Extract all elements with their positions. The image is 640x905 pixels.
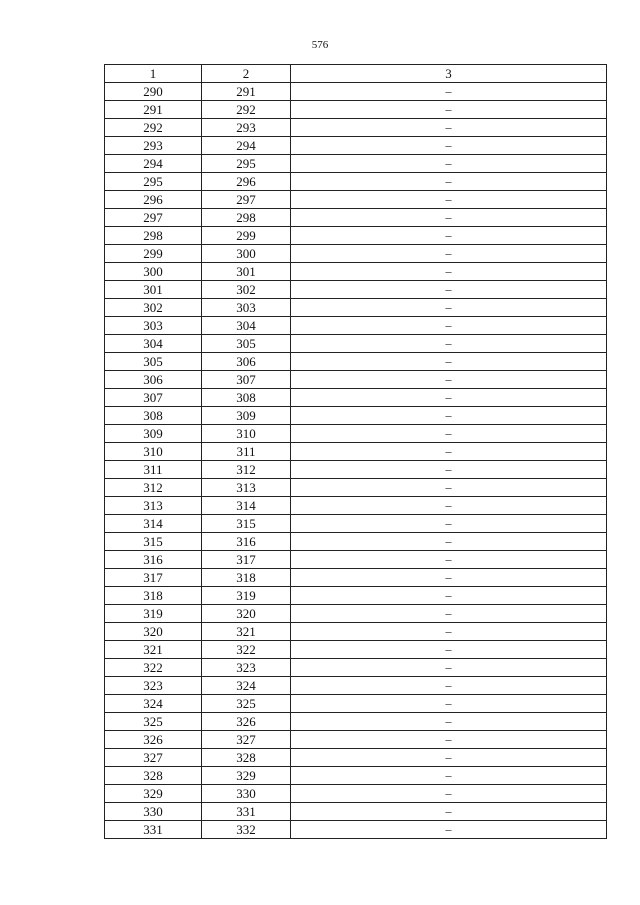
table-cell-col2: 316 — [202, 533, 291, 551]
table-cell-col3: – — [291, 695, 607, 713]
table-cell-col3: – — [291, 173, 607, 191]
table-cell-col1: 304 — [105, 335, 202, 353]
table-row — [105, 83, 607, 101]
data-table — [104, 64, 607, 839]
table-cell-col1: 303 — [105, 317, 202, 335]
table-cell-col2: 321 — [202, 623, 291, 641]
table-cell-col2: 320 — [202, 605, 291, 623]
table-row — [105, 533, 607, 551]
table-row — [105, 623, 607, 641]
table-cell-col3: – — [291, 677, 607, 695]
table-row — [105, 389, 607, 407]
table-cell-col3: – — [291, 371, 607, 389]
table-cell-col2: 319 — [202, 587, 291, 605]
table-cell-col3: – — [291, 299, 607, 317]
table-row — [105, 191, 607, 209]
table-cell-col1: 329 — [105, 785, 202, 803]
table-cell-col3: – — [291, 101, 607, 119]
table-cell-col2: 323 — [202, 659, 291, 677]
table-row — [105, 263, 607, 281]
table-cell-col2: 324 — [202, 677, 291, 695]
table-row — [105, 335, 607, 353]
table-cell-col2: 294 — [202, 137, 291, 155]
table-cell-col3: – — [291, 587, 607, 605]
table-cell-col2: 325 — [202, 695, 291, 713]
table-cell-col3: – — [291, 119, 607, 137]
table-cell-col2: 313 — [202, 479, 291, 497]
table-row — [105, 101, 607, 119]
table-cell-col3: – — [291, 443, 607, 461]
table-row — [105, 605, 607, 623]
table-cell-col1: 326 — [105, 731, 202, 749]
table-cell-col3: – — [291, 83, 607, 101]
table-cell-col2: 330 — [202, 785, 291, 803]
table-cell-col3: – — [291, 137, 607, 155]
table-cell-col2: 332 — [202, 821, 291, 839]
table-cell-col2: 301 — [202, 263, 291, 281]
table-cell-col1: 306 — [105, 371, 202, 389]
table-cell-col1: 299 — [105, 245, 202, 263]
table-cell-col1: 325 — [105, 713, 202, 731]
table-cell-col3: – — [291, 335, 607, 353]
table-cell-col2: 326 — [202, 713, 291, 731]
table-cell-col3: – — [291, 263, 607, 281]
table-cell-col3: – — [291, 785, 607, 803]
table-cell-col2: 317 — [202, 551, 291, 569]
table-cell-col3: – — [291, 713, 607, 731]
table-cell-col2: 304 — [202, 317, 291, 335]
table-cell-col3: – — [291, 749, 607, 767]
table-row — [105, 407, 607, 425]
table-cell-col3: – — [291, 641, 607, 659]
column-header-2: 2 — [202, 65, 291, 83]
table-cell-col3: – — [291, 605, 607, 623]
table-cell-col1: 331 — [105, 821, 202, 839]
table-cell-col3: – — [291, 515, 607, 533]
table-row — [105, 137, 607, 155]
table-cell-col2: 293 — [202, 119, 291, 137]
table-cell-col1: 310 — [105, 443, 202, 461]
table-row — [105, 317, 607, 335]
table-cell-col3: – — [291, 425, 607, 443]
table-cell-col3: – — [291, 317, 607, 335]
table-cell-col3: – — [291, 479, 607, 497]
table-cell-col3: – — [291, 569, 607, 587]
table-cell-col1: 328 — [105, 767, 202, 785]
table-cell-col3: – — [291, 461, 607, 479]
table-row — [105, 713, 607, 731]
table-cell-col2: 331 — [202, 803, 291, 821]
table-cell-col3: – — [291, 623, 607, 641]
table-cell-col2: 303 — [202, 299, 291, 317]
table-row — [105, 803, 607, 821]
table-cell-col3: – — [291, 497, 607, 515]
table-cell-col2: 302 — [202, 281, 291, 299]
table-row — [105, 425, 607, 443]
table-cell-col3: – — [291, 281, 607, 299]
table-cell-col3: – — [291, 353, 607, 371]
table-cell-col3: – — [291, 803, 607, 821]
table-cell-col3: – — [291, 389, 607, 407]
table-cell-col1: 301 — [105, 281, 202, 299]
table-cell-col1: 316 — [105, 551, 202, 569]
table-cell-col2: 309 — [202, 407, 291, 425]
table-cell-col2: 295 — [202, 155, 291, 173]
table-cell-col1: 293 — [105, 137, 202, 155]
table-cell-col1: 323 — [105, 677, 202, 695]
table-row — [105, 749, 607, 767]
table-row — [105, 281, 607, 299]
table-row — [105, 155, 607, 173]
table-cell-col1: 318 — [105, 587, 202, 605]
header-row — [105, 65, 607, 83]
table-cell-col2: 297 — [202, 191, 291, 209]
table-cell-col1: 305 — [105, 353, 202, 371]
table-cell-col1: 317 — [105, 569, 202, 587]
table-header — [105, 65, 607, 83]
table-cell-col1: 309 — [105, 425, 202, 443]
table-row — [105, 677, 607, 695]
table-cell-col2: 311 — [202, 443, 291, 461]
table-cell-col2: 298 — [202, 209, 291, 227]
table-cell-col1: 290 — [105, 83, 202, 101]
table-cell-col2: 292 — [202, 101, 291, 119]
table-row — [105, 569, 607, 587]
column-header-3: 3 — [291, 65, 607, 83]
table-cell-col2: 310 — [202, 425, 291, 443]
table-row — [105, 587, 607, 605]
table-row — [105, 461, 607, 479]
table-cell-col1: 321 — [105, 641, 202, 659]
table-row — [105, 371, 607, 389]
table-row — [105, 479, 607, 497]
table-body — [105, 83, 607, 839]
table-cell-col2: 300 — [202, 245, 291, 263]
table-cell-col3: – — [291, 155, 607, 173]
table-cell-col1: 330 — [105, 803, 202, 821]
table-cell-col1: 298 — [105, 227, 202, 245]
table-cell-col3: – — [291, 245, 607, 263]
table-cell-col1: 295 — [105, 173, 202, 191]
table-cell-col2: 318 — [202, 569, 291, 587]
table-cell-col2: 296 — [202, 173, 291, 191]
table-cell-col1: 308 — [105, 407, 202, 425]
table-cell-col1: 311 — [105, 461, 202, 479]
table-cell-col1: 294 — [105, 155, 202, 173]
table-cell-col3: – — [291, 191, 607, 209]
table-row — [105, 353, 607, 371]
table-row — [105, 731, 607, 749]
table-cell-col1: 302 — [105, 299, 202, 317]
table-cell-col1: 292 — [105, 119, 202, 137]
table-cell-col2: 306 — [202, 353, 291, 371]
table-cell-col2: 314 — [202, 497, 291, 515]
table-cell-col3: – — [291, 731, 607, 749]
table-cell-col3: – — [291, 407, 607, 425]
table-cell-col3: – — [291, 209, 607, 227]
table-cell-col3: – — [291, 227, 607, 245]
table-cell-col3: – — [291, 767, 607, 785]
table-cell-col2: 312 — [202, 461, 291, 479]
table-row — [105, 119, 607, 137]
table-row — [105, 497, 607, 515]
table-cell-col2: 322 — [202, 641, 291, 659]
table-cell-col2: 329 — [202, 767, 291, 785]
table-cell-col1: 313 — [105, 497, 202, 515]
page-number: 576 — [311, 39, 329, 51]
table-row — [105, 767, 607, 785]
table-row — [105, 551, 607, 569]
table-cell-col1: 312 — [105, 479, 202, 497]
table-cell-col3: – — [291, 659, 607, 677]
table-cell-col1: 315 — [105, 533, 202, 551]
column-header-1: 1 — [105, 65, 202, 83]
data-table-container — [104, 64, 606, 839]
table-row — [105, 515, 607, 533]
table-row — [105, 245, 607, 263]
table-row — [105, 821, 607, 839]
table-cell-col2: 328 — [202, 749, 291, 767]
table-cell-col1: 322 — [105, 659, 202, 677]
table-row — [105, 641, 607, 659]
table-cell-col1: 296 — [105, 191, 202, 209]
table-row — [105, 227, 607, 245]
table-row — [105, 659, 607, 677]
table-row — [105, 173, 607, 191]
table-cell-col3: – — [291, 533, 607, 551]
table-row — [105, 299, 607, 317]
table-row — [105, 785, 607, 803]
table-cell-col1: 327 — [105, 749, 202, 767]
table-cell-col3: – — [291, 551, 607, 569]
table-cell-col3: – — [291, 821, 607, 839]
table-cell-col1: 324 — [105, 695, 202, 713]
table-cell-col2: 305 — [202, 335, 291, 353]
table-cell-col1: 307 — [105, 389, 202, 407]
table-cell-col1: 300 — [105, 263, 202, 281]
table-cell-col2: 307 — [202, 371, 291, 389]
table-cell-col2: 315 — [202, 515, 291, 533]
table-cell-col1: 314 — [105, 515, 202, 533]
table-cell-col1: 319 — [105, 605, 202, 623]
table-cell-col1: 291 — [105, 101, 202, 119]
table-cell-col2: 299 — [202, 227, 291, 245]
table-cell-col2: 327 — [202, 731, 291, 749]
table-cell-col2: 291 — [202, 83, 291, 101]
table-row — [105, 695, 607, 713]
table-row — [105, 443, 607, 461]
table-cell-col2: 308 — [202, 389, 291, 407]
table-cell-col1: 320 — [105, 623, 202, 641]
table-row — [105, 209, 607, 227]
table-cell-col1: 297 — [105, 209, 202, 227]
